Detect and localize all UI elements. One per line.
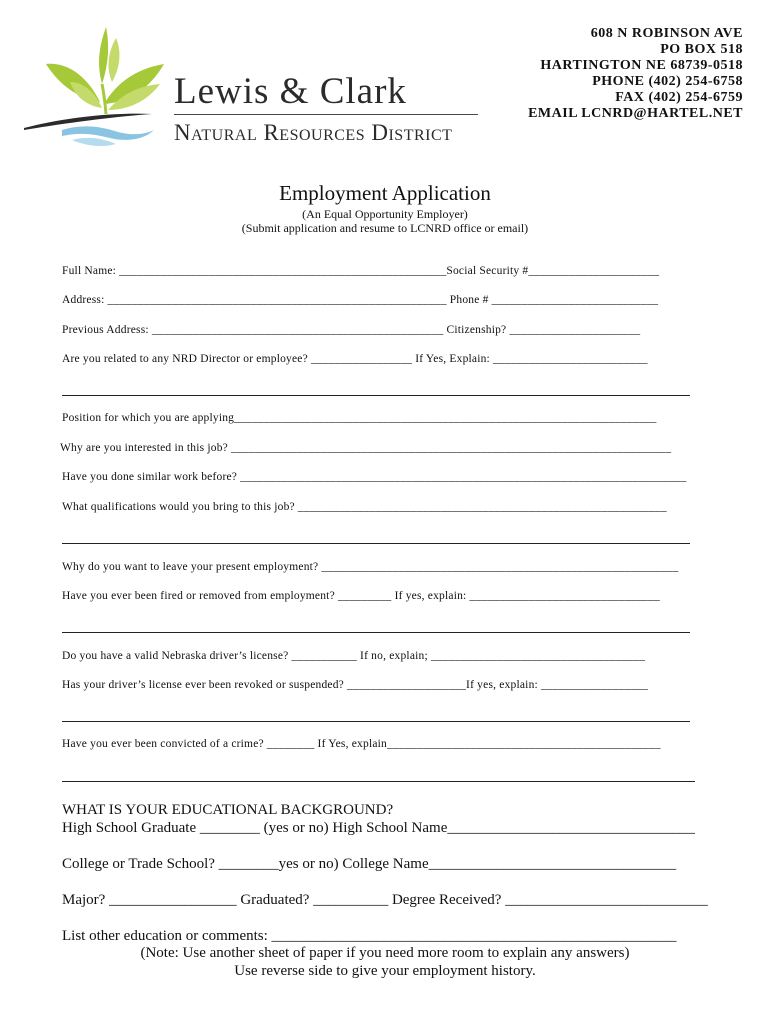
other-education-field[interactable]: List other education or comments: ______________________________________________________: [62, 928, 677, 944]
previous-address-field[interactable]: Previous Address: _________________________________________________ Citizenship? ______________________: [62, 324, 641, 336]
blank-answer-line[interactable]: [62, 781, 695, 782]
blank-answer-line[interactable]: [62, 543, 690, 544]
related-to-director-field[interactable]: Are you related to any NRD Director or employee? _________________ If Yes, Explain: __________________________: [62, 353, 648, 365]
full-name-field[interactable]: Full Name: _______________________________________________________Social Security #______________________: [62, 265, 660, 277]
blank-answer-line[interactable]: [62, 721, 690, 722]
form-subtitle-submit: (Submit application and resume to LCNRD office or email): [241, 221, 529, 235]
blank-answer-line[interactable]: [62, 395, 690, 396]
position-field[interactable]: Position for which you are applying_______________________________________________________________________: [62, 412, 657, 424]
address-fax: FAX (402) 254-6759: [615, 90, 743, 105]
convicted-crime-field[interactable]: Have you ever been convicted of a crime? ________ If Yes, explain______________________________________________: [62, 738, 661, 750]
address-field[interactable]: Address: _________________________________________________________ Phone # ____________________________: [62, 294, 659, 306]
fired-removed-field[interactable]: Have you ever been fired or removed from employment? _________ If yes, explain: ________________________________: [62, 590, 660, 602]
address-phone: PHONE (402) 254-6758: [592, 74, 743, 89]
form-subtitle-eoe: (An Equal Opportunity Employer): [302, 207, 468, 221]
blank-answer-line[interactable]: [62, 632, 690, 633]
address-po-box: PO BOX 518: [660, 42, 743, 57]
address-email: EMAIL LCNRD@HARTEL.NET: [528, 106, 743, 121]
drivers-license-field[interactable]: Do you have a valid Nebraska driver’s license? ___________ If no, explain; ____________________________________: [62, 650, 646, 662]
leave-employment-field[interactable]: Why do you want to leave your present employment? ____________________________________________________________: [62, 561, 679, 573]
note-reverse-side: Use reverse side to give your employment history.: [234, 963, 536, 979]
similar-work-field[interactable]: Have you done similar work before? ___________________________________________________________________________: [62, 471, 687, 483]
high-school-field[interactable]: High School Graduate ________ (yes or no) High School Name_________________________________: [62, 820, 695, 836]
org-name: Lewis & Clark: [174, 71, 407, 112]
address-street: 608 N ROBINSON AVE: [590, 26, 743, 41]
education-heading: WHAT IS YOUR EDUCATIONAL BACKGROUND?: [62, 802, 394, 818]
major-degree-field[interactable]: Major? _________________ Graduated? __________ Degree Received? ___________________________: [62, 892, 708, 908]
why-interested-field[interactable]: Why are you interested in this job? __________________________________________________________________________: [60, 442, 672, 454]
address-city: HARTINGTON NE 68739-0518: [540, 58, 743, 73]
qualifications-field[interactable]: What qualifications would you bring to this job? ______________________________________________________________: [62, 501, 667, 513]
org-subname: Natural Resources District: [174, 120, 453, 145]
org-divider: [174, 114, 478, 115]
note-extra-sheet: (Note: Use another sheet of paper if you need more room to explain any answers): [140, 945, 630, 961]
contact-address-block: [528, 26, 743, 122]
college-field[interactable]: College or Trade School? ________yes or no) College Name_________________________________: [62, 856, 677, 872]
form-title: Employment Application: [279, 181, 491, 205]
license-revoked-field[interactable]: Has your driver’s license ever been revoked or suspended? ____________________If yes, explain: __________________: [62, 679, 649, 691]
